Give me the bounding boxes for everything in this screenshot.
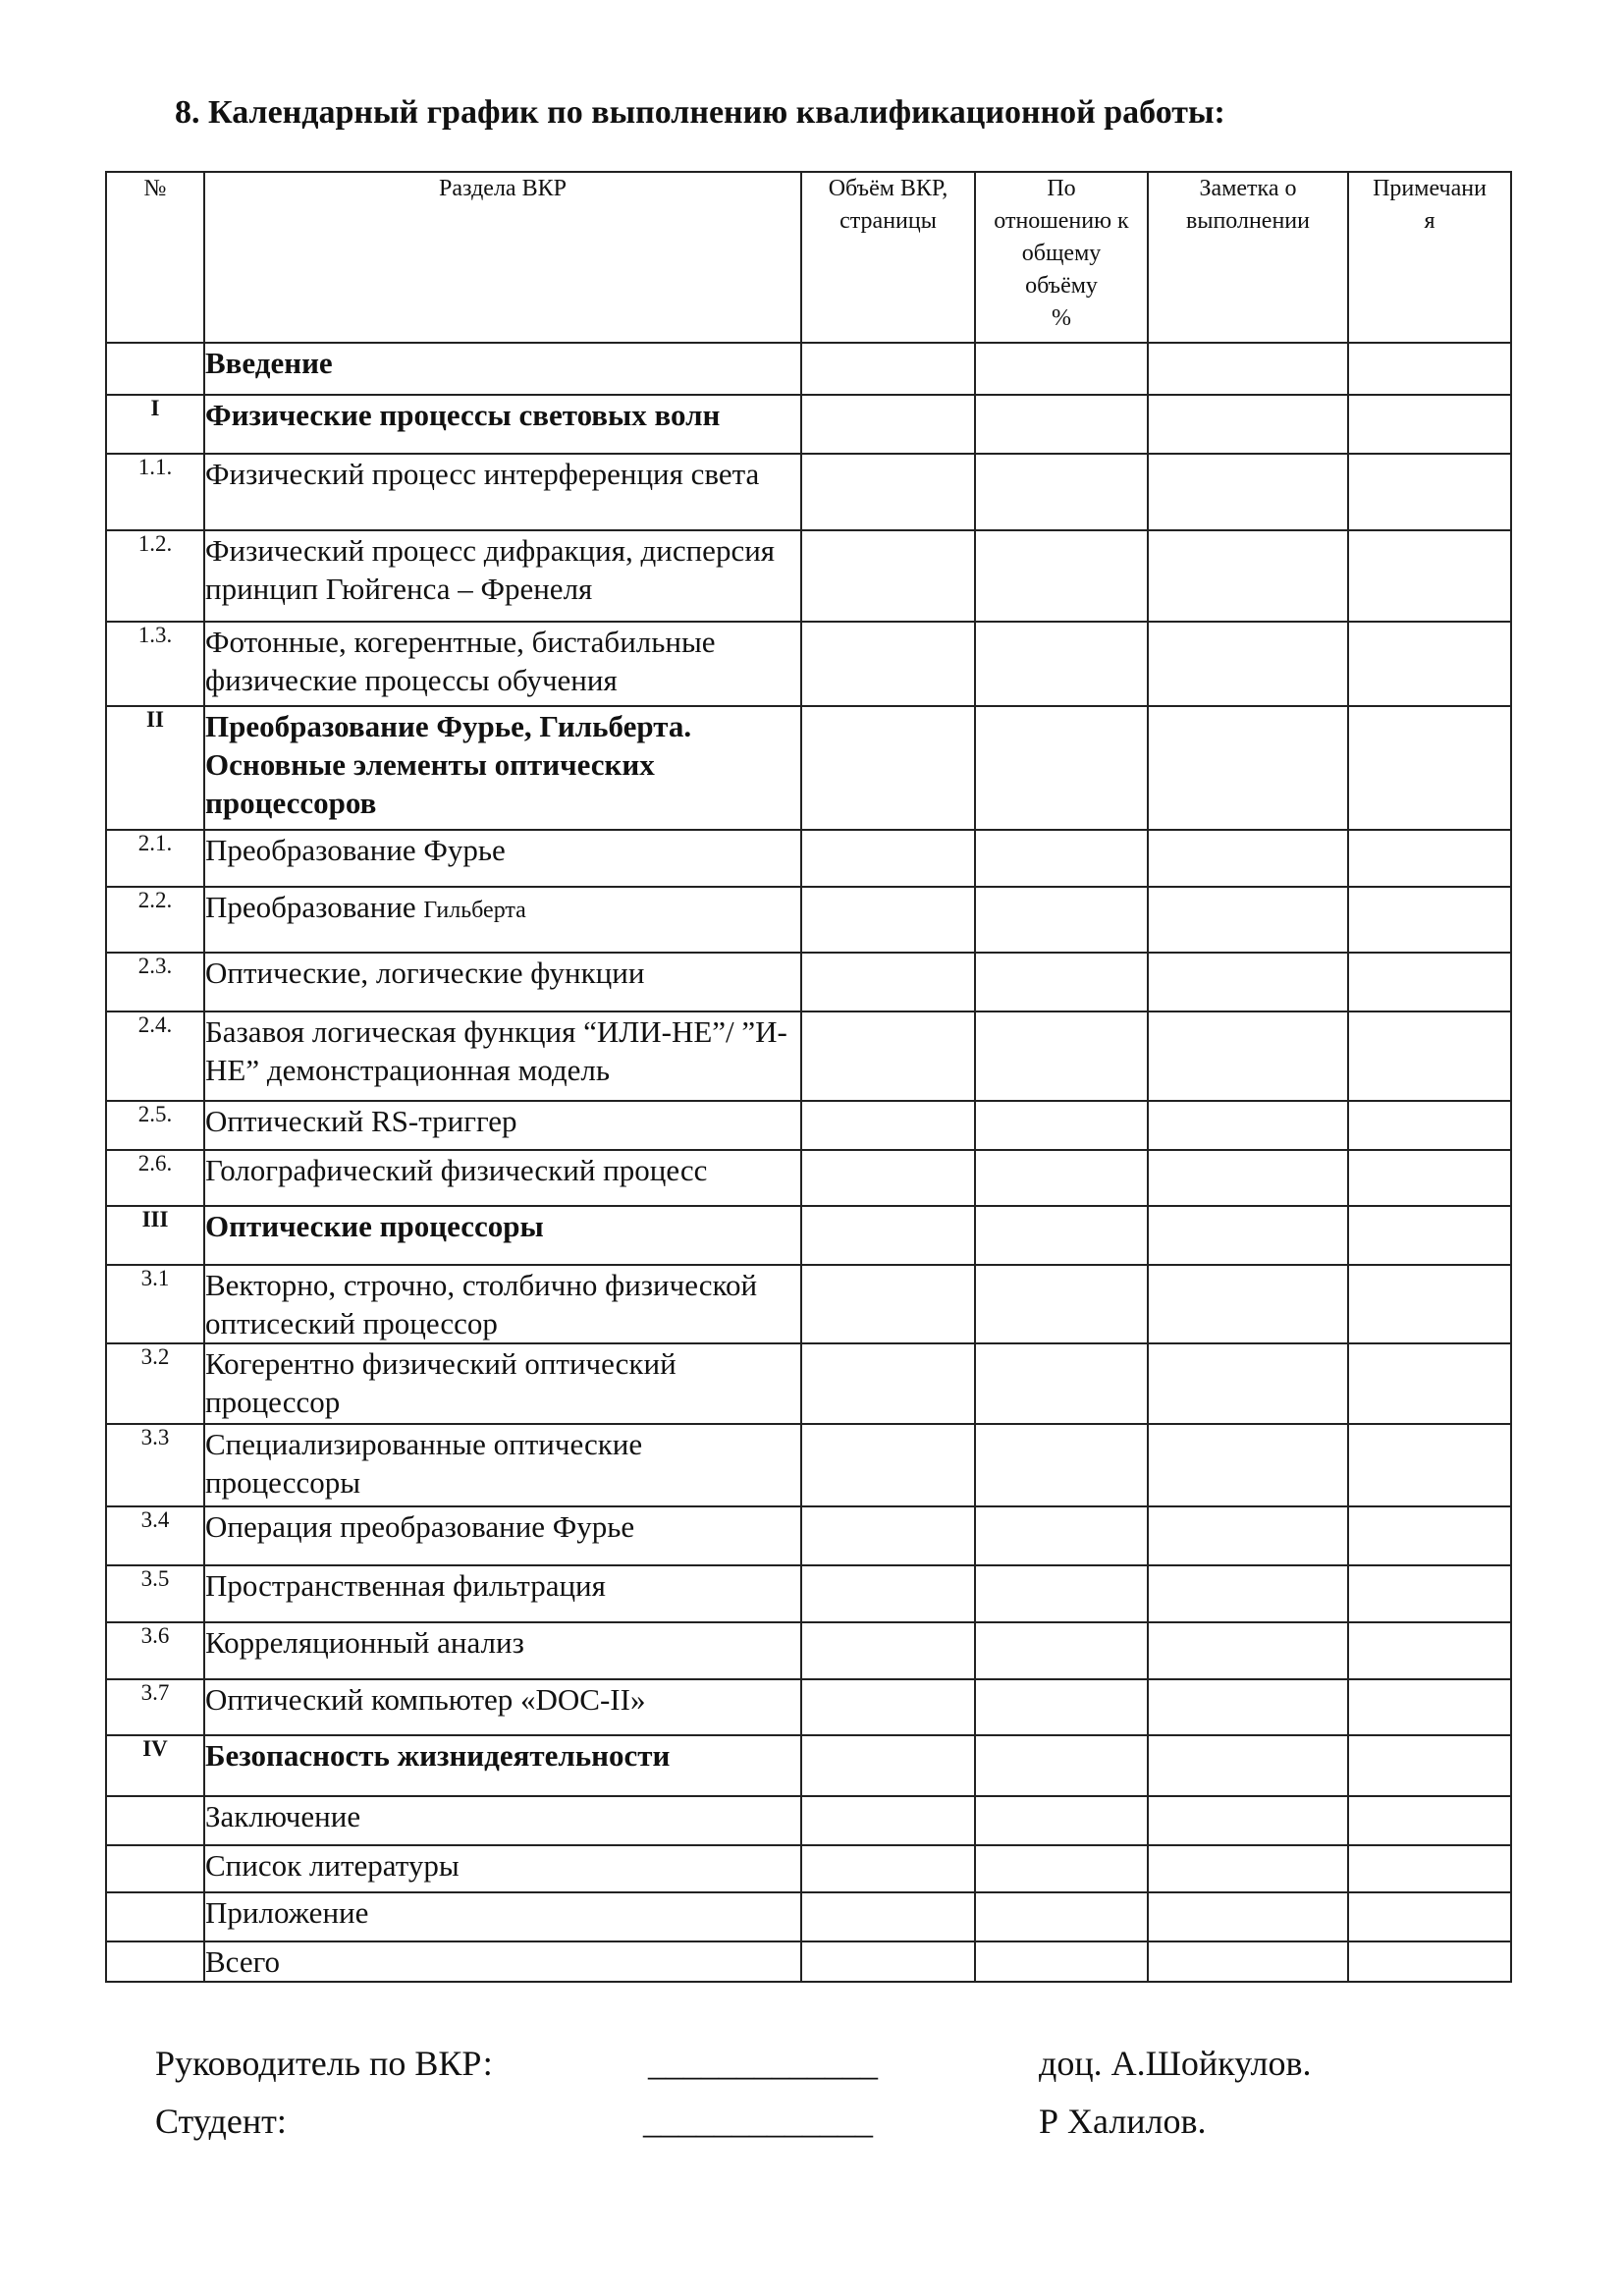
completion-note-cell xyxy=(1148,1796,1348,1845)
percent-of-total-cell xyxy=(975,1735,1148,1796)
signature-label: Руководитель по ВКР: xyxy=(155,2044,493,2083)
volume-pages-cell xyxy=(801,1796,975,1845)
section-number xyxy=(106,1892,204,1941)
section-number: 3.6 xyxy=(106,1622,204,1679)
section-title: Заключение xyxy=(204,1796,801,1845)
section-title: Пространственная фильтрация xyxy=(204,1565,801,1622)
section-title: Физические процессы световых волн xyxy=(204,395,801,454)
table-row xyxy=(106,622,1511,706)
percent-of-total-cell xyxy=(975,1892,1148,1941)
remarks-cell xyxy=(1348,1735,1511,1796)
percent-of-total-cell xyxy=(975,1622,1148,1679)
completion-note-cell xyxy=(1148,1343,1348,1424)
section-title: Физический процесс дифракция, дисперсия принцип Гюйгенса – Френеля xyxy=(204,530,801,622)
section-title: Преобразование Фурье xyxy=(204,830,801,887)
remarks-cell xyxy=(1348,1101,1511,1150)
percent-of-total-cell xyxy=(975,343,1148,395)
signature-name: Р Халилов. xyxy=(1039,2102,1207,2141)
percent-of-total-cell xyxy=(975,1011,1148,1101)
volume-pages-cell xyxy=(801,887,975,953)
percent-of-total-cell xyxy=(975,1565,1148,1622)
percent-of-total-cell xyxy=(975,1679,1148,1735)
section-number xyxy=(106,1941,204,1982)
table-row xyxy=(106,343,1511,395)
percent-of-total-cell xyxy=(975,454,1148,530)
volume-pages-cell xyxy=(801,1424,975,1506)
completion-note-cell xyxy=(1148,1011,1348,1101)
section-number: I xyxy=(106,395,204,454)
remarks-cell xyxy=(1348,622,1511,706)
volume-pages-cell xyxy=(801,1565,975,1622)
percent-of-total-cell xyxy=(975,1845,1148,1892)
signature-label: Студент: xyxy=(155,2102,287,2141)
section-number: 3.3 xyxy=(106,1424,204,1506)
completion-note-cell xyxy=(1148,622,1348,706)
section-number xyxy=(106,343,204,395)
percent-of-total-cell xyxy=(975,953,1148,1011)
remarks-cell xyxy=(1348,887,1511,953)
percent-of-total-cell xyxy=(975,830,1148,887)
table-row xyxy=(106,1941,1511,1982)
remarks-cell xyxy=(1348,830,1511,887)
header-cell: Объём ВКР, страницы xyxy=(801,172,975,343)
volume-pages-cell xyxy=(801,1101,975,1150)
section-number: III xyxy=(106,1206,204,1265)
volume-pages-cell xyxy=(801,1941,975,1982)
remarks-cell xyxy=(1348,1622,1511,1679)
header-cell: Раздела ВКР xyxy=(204,172,801,343)
completion-note-cell xyxy=(1148,1506,1348,1565)
completion-note-cell xyxy=(1148,1679,1348,1735)
section-title: Приложение xyxy=(204,1892,801,1941)
percent-of-total-cell xyxy=(975,1265,1148,1343)
remarks-cell xyxy=(1348,1941,1511,1982)
table-row xyxy=(106,887,1511,953)
remarks-cell xyxy=(1348,1424,1511,1506)
percent-of-total-cell xyxy=(975,530,1148,622)
completion-note-cell xyxy=(1148,1845,1348,1892)
section-number: 2.4. xyxy=(106,1011,204,1101)
table-row xyxy=(106,1796,1511,1845)
volume-pages-cell xyxy=(801,343,975,395)
section-number: 2.3. xyxy=(106,953,204,1011)
percent-of-total-cell xyxy=(975,1206,1148,1265)
volume-pages-cell xyxy=(801,1265,975,1343)
section-title: Оптический компьютер «DOC-II» xyxy=(204,1679,801,1735)
table-row xyxy=(106,454,1511,530)
table-row xyxy=(106,1343,1511,1424)
percent-of-total-cell xyxy=(975,1796,1148,1845)
table-row xyxy=(106,1845,1511,1892)
volume-pages-cell xyxy=(801,706,975,830)
remarks-cell xyxy=(1348,1679,1511,1735)
volume-pages-cell xyxy=(801,1892,975,1941)
remarks-cell xyxy=(1348,1796,1511,1845)
volume-pages-cell xyxy=(801,1150,975,1206)
section-number: II xyxy=(106,706,204,830)
schedule-table xyxy=(105,171,1512,1983)
percent-of-total-cell xyxy=(975,706,1148,830)
completion-note-cell xyxy=(1148,887,1348,953)
remarks-cell xyxy=(1348,530,1511,622)
section-number: IV xyxy=(106,1735,204,1796)
completion-note-cell xyxy=(1148,706,1348,830)
section-title: Когерентно физический оптический процессор xyxy=(204,1343,801,1424)
header-cell: Заметка о выполнении xyxy=(1148,172,1348,343)
remarks-cell xyxy=(1348,1150,1511,1206)
remarks-cell xyxy=(1348,1206,1511,1265)
section-title: Преобразование Фурье, Гильберта. Основные элементы оптических процессоров xyxy=(204,706,801,830)
table-row xyxy=(106,706,1511,830)
table-header-row xyxy=(106,172,1511,343)
section-number: 2.5. xyxy=(106,1101,204,1150)
table-row xyxy=(106,1565,1511,1622)
section-title: Оптический RS-триггер xyxy=(204,1101,801,1150)
percent-of-total-cell xyxy=(975,1343,1148,1424)
table-row xyxy=(106,1424,1511,1506)
completion-note-cell xyxy=(1148,1150,1348,1206)
section-title: Векторно, строчно, столбично физической оптисеский процессор xyxy=(204,1265,801,1343)
table-body xyxy=(106,343,1511,1982)
volume-pages-cell xyxy=(801,622,975,706)
table-row xyxy=(106,1265,1511,1343)
section-number: 1.2. xyxy=(106,530,204,622)
signature-name: доц. А.Шойкулов. xyxy=(1039,2044,1312,2083)
table-row xyxy=(106,1735,1511,1796)
signature-line: _____________ xyxy=(648,2044,878,2083)
completion-note-cell xyxy=(1148,1424,1348,1506)
table-row xyxy=(106,1892,1511,1941)
table-row xyxy=(106,1506,1511,1565)
table-row xyxy=(106,830,1511,887)
completion-note-cell xyxy=(1148,530,1348,622)
table-row xyxy=(106,1206,1511,1265)
section-title: Физический процесс интерференция света xyxy=(204,454,801,530)
table-row xyxy=(106,1011,1511,1101)
section-title: Корреляционный анализ xyxy=(204,1622,801,1679)
table-row xyxy=(106,530,1511,622)
table-row xyxy=(106,953,1511,1011)
volume-pages-cell xyxy=(801,1735,975,1796)
percent-of-total-cell xyxy=(975,1506,1148,1565)
section-title: Безопасность жизнидеятельности xyxy=(204,1735,801,1796)
remarks-cell xyxy=(1348,1506,1511,1565)
remarks-cell xyxy=(1348,343,1511,395)
table-row xyxy=(106,1150,1511,1206)
percent-of-total-cell xyxy=(975,622,1148,706)
remarks-cell xyxy=(1348,1343,1511,1424)
percent-of-total-cell xyxy=(975,1101,1148,1150)
remarks-cell xyxy=(1348,1845,1511,1892)
completion-note-cell xyxy=(1148,1565,1348,1622)
completion-note-cell xyxy=(1148,1101,1348,1150)
completion-note-cell xyxy=(1148,1622,1348,1679)
section-title: Оптические, логические функции xyxy=(204,953,801,1011)
signature-block xyxy=(155,2043,1432,2159)
section-title: Специализированные оптические процессоры xyxy=(204,1424,801,1506)
volume-pages-cell xyxy=(801,830,975,887)
volume-pages-cell xyxy=(801,530,975,622)
remarks-cell xyxy=(1348,1565,1511,1622)
completion-note-cell xyxy=(1148,343,1348,395)
section-number: 2.2. xyxy=(106,887,204,953)
completion-note-cell xyxy=(1148,1206,1348,1265)
completion-note-cell xyxy=(1148,395,1348,454)
page-title: 8. Календарный график по выполнению квалификационной работы: xyxy=(175,94,1225,131)
completion-note-cell xyxy=(1148,1265,1348,1343)
percent-of-total-cell xyxy=(975,395,1148,454)
remarks-cell xyxy=(1348,1892,1511,1941)
volume-pages-cell xyxy=(801,395,975,454)
section-number: 2.6. xyxy=(106,1150,204,1206)
remarks-cell xyxy=(1348,1011,1511,1101)
volume-pages-cell xyxy=(801,1845,975,1892)
table-row xyxy=(106,395,1511,454)
header-cell: Примечани я xyxy=(1348,172,1511,343)
section-title: Базавоя логическая функция “ИЛИ-НЕ”/ ”И-НЕ” демонстрационная модель xyxy=(204,1011,801,1101)
header-cell: По отношению к общему объёму % xyxy=(975,172,1148,343)
volume-pages-cell xyxy=(801,1343,975,1424)
volume-pages-cell xyxy=(801,1506,975,1565)
section-number: 1.3. xyxy=(106,622,204,706)
completion-note-cell xyxy=(1148,953,1348,1011)
completion-note-cell xyxy=(1148,830,1348,887)
section-number xyxy=(106,1845,204,1892)
section-number: 1.1. xyxy=(106,454,204,530)
completion-note-cell xyxy=(1148,454,1348,530)
header-cell: № xyxy=(106,172,204,343)
volume-pages-cell xyxy=(801,1011,975,1101)
volume-pages-cell xyxy=(801,1206,975,1265)
section-number: 3.7 xyxy=(106,1679,204,1735)
section-number: 3.1 xyxy=(106,1265,204,1343)
section-number: 3.4 xyxy=(106,1506,204,1565)
volume-pages-cell xyxy=(801,454,975,530)
volume-pages-cell xyxy=(801,1679,975,1735)
section-title: Операция преобразование Фурье xyxy=(204,1506,801,1565)
section-title: Преобразование Гильберта xyxy=(204,887,801,953)
volume-pages-cell xyxy=(801,953,975,1011)
table-row xyxy=(106,1101,1511,1150)
percent-of-total-cell xyxy=(975,1941,1148,1982)
section-number: 2.1. xyxy=(106,830,204,887)
remarks-cell xyxy=(1348,953,1511,1011)
signature-row-student xyxy=(155,2101,1432,2159)
section-number xyxy=(106,1796,204,1845)
table-row xyxy=(106,1679,1511,1735)
percent-of-total-cell xyxy=(975,1424,1148,1506)
percent-of-total-cell xyxy=(975,1150,1148,1206)
completion-note-cell xyxy=(1148,1941,1348,1982)
completion-note-cell xyxy=(1148,1735,1348,1796)
table-row xyxy=(106,1622,1511,1679)
signature-line: _____________ xyxy=(643,2102,873,2141)
section-title: Голографический физический процесс xyxy=(204,1150,801,1206)
section-title: Фотонные, когерентные, бистабильные физические процессы обучения xyxy=(204,622,801,706)
section-title: Введение xyxy=(204,343,801,395)
remarks-cell xyxy=(1348,454,1511,530)
remarks-cell xyxy=(1348,706,1511,830)
section-title: Список литературы xyxy=(204,1845,801,1892)
signature-row-supervisor xyxy=(155,2043,1432,2101)
percent-of-total-cell xyxy=(975,887,1148,953)
remarks-cell xyxy=(1348,395,1511,454)
completion-note-cell xyxy=(1148,1892,1348,1941)
section-title: Всего xyxy=(204,1941,801,1982)
section-number: 3.2 xyxy=(106,1343,204,1424)
section-number: 3.5 xyxy=(106,1565,204,1622)
section-title: Оптические процессоры xyxy=(204,1206,801,1265)
remarks-cell xyxy=(1348,1265,1511,1343)
volume-pages-cell xyxy=(801,1622,975,1679)
